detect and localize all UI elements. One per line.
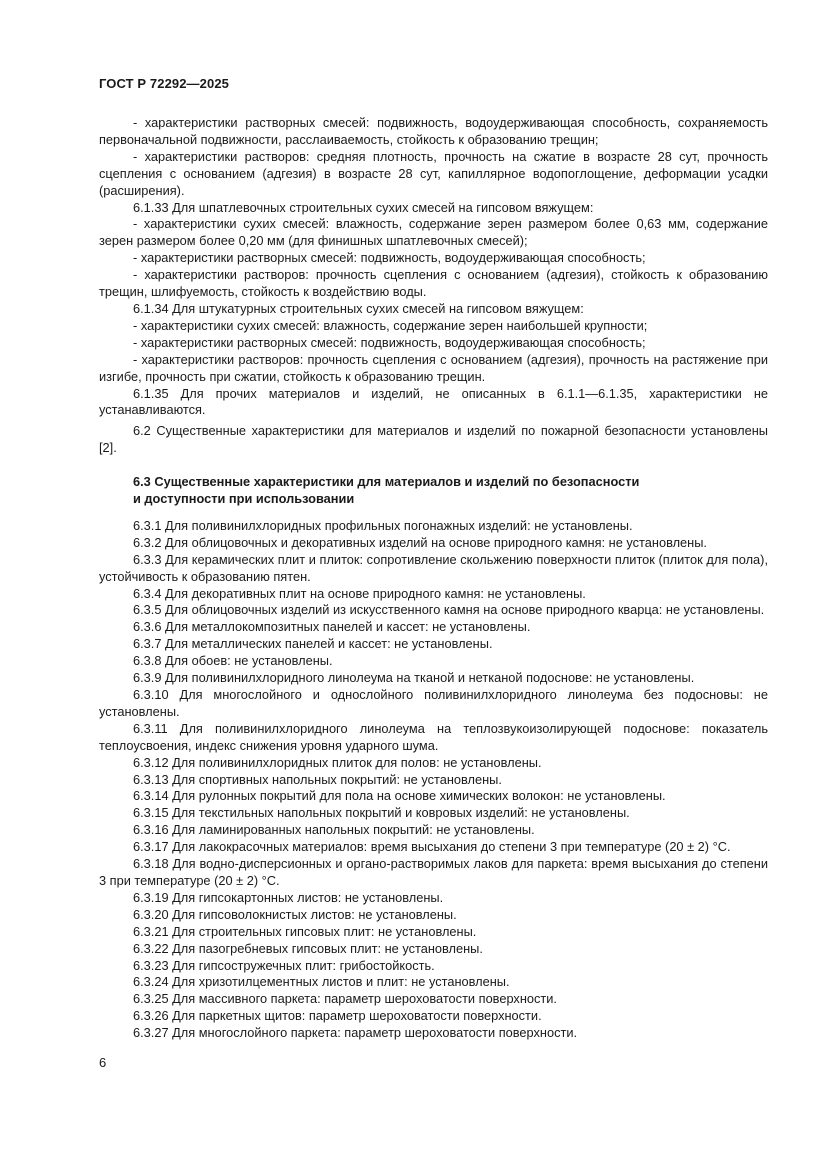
paragraph: 6.3.27 Для многослойного паркета: параметр шероховатости поверхности. — [133, 1025, 578, 1041]
paragraph: - характеристики растворных смесей: подвижность, водоудерживающая способность; — [133, 334, 646, 350]
paragraph: 6.3.10 Для многослойного и однослойного поливинилхлоридного линолеума без подосновы: не установлены. — [99, 687, 768, 719]
paragraph: 6.3.2 Для облицовочных и декоративных изделий на основе природного камня: не установлены. — [133, 534, 707, 550]
paragraphs-after-section — [99, 518, 768, 1042]
paragraph: - характеристики растворов: средняя плотность, прочность на сжатие в возрасте 28 сут, прочность сцепления с основанием (адгезия) в возрасте 28 сут, капиллярное водопоглощение, деформации усадки (расширения). — [99, 148, 768, 198]
paragraph: 6.3.9 Для поливинилхлоридного линолеума на тканой и нетканой подоснове: не установлены. — [133, 670, 695, 686]
paragraph: 6.3.1 Для поливинилхлоридных профильных погонажных изделий: не установлены. — [133, 517, 633, 533]
paragraph: 6.3.17 Для лакокрасочных материалов: время высыхания до степени 3 при температуре (20 ± 2) °С. — [133, 839, 731, 855]
paragraph: 6.3.20 Для гипсоволокнистых листов: не установлены. — [133, 906, 457, 922]
paragraph: 6.3.14 Для рулонных покрытий для пола на основе химических волокон: не установлены. — [133, 788, 666, 804]
paragraph: 6.3.8 Для обоев: не установлены. — [133, 653, 333, 669]
paragraph: 6.3.21 Для строительных гипсовых плит: не установлены. — [133, 923, 477, 939]
paragraph: 6.3.11 Для поливинилхлоридного линолеума на теплозвукоизолирующей подоснове: показатель теплоусвоения, индекс снижения уровня ударного шума. — [99, 720, 768, 753]
paragraph: 6.1.35 Для прочих материалов и изделий, не описанных в 6.1.1—6.1.35, характеристики не устанавливаются. — [99, 385, 768, 418]
paragraphs-before-section — [99, 115, 768, 457]
section-spacer — [99, 508, 768, 518]
section-heading — [99, 474, 768, 508]
paragraph: 6.3.3 Для керамических плит и плиток: сопротивление скольжению поверхности плиток (плиток для пола), устойчивость к образованию пятен. — [99, 551, 768, 584]
paragraph: 6.3.19 Для гипсокартонных листов: не установлены. — [133, 889, 444, 905]
paragraph: - характеристики растворных смесей: подвижность, водоудерживающая способность; — [133, 250, 646, 266]
paragraph: - характеристики растворов: прочность сцепления с основанием (адгезия), прочность на растяжение при изгибе, прочность при сжатии, стойкость к образованию трещин. — [99, 351, 768, 384]
paragraph: 6.3.25 Для массивного паркета: параметр шероховатости поверхности. — [133, 991, 557, 1007]
paragraph: - характеристики растворных смесей: подвижность, водоудерживающая способность, сохраняемость первоначальной подвижности, расслаиваемость, стойкость к образованию трещин; — [99, 115, 768, 147]
paragraph: 6.3.26 Для паркетных щитов: параметр шероховатости поверхности. — [133, 1008, 542, 1024]
paragraph: - характеристики сухих смесей: влажность, содержание зерен размером более 0,63 мм, содержание зерен размером более 0,20 мм (для финишных шпатлевочных смесей); — [99, 216, 768, 249]
paragraph: 6.2 Существенные характеристики для материалов и изделий по пожарной безопасности установлены [2]. — [99, 423, 768, 456]
section-heading-line-1: 6.3 Существенные характеристики для материалов и изделий по безопасности — [133, 474, 640, 490]
page-body — [99, 115, 768, 1042]
page-number: 6 — [99, 1055, 107, 1070]
paragraph: 6.3.7 Для металлических панелей и кассет: не установлены. — [133, 636, 493, 652]
section-heading-line-2: и доступности при использовании — [133, 491, 355, 507]
document-code-header: ГОСТ Р 72292—2025 — [99, 76, 229, 91]
paragraph: 6.3.4 Для декоративных плит на основе природного камня: не установлены. — [133, 585, 586, 601]
paragraph: 6.3.5 Для облицовочных изделий из искусственного камня на основе природного кварца: не установлены. — [133, 602, 765, 618]
paragraph: - характеристики сухих смесей: влажность, содержание зерен наибольшей крупности; — [133, 317, 648, 333]
paragraph: 6.1.34 Для штукатурных строительных сухих смесей на гипсовом вяжущем: — [133, 300, 584, 316]
paragraph: 6.3.18 Для водно-дисперсионных и органо-растворимых лаков для паркета: время высыхания до степени 3 при температуре (20 ± 2) °С. — [99, 856, 768, 888]
paragraph: 6.3.13 Для спортивных напольных покрытий: не установлены. — [133, 771, 502, 787]
paragraph: 6.3.6 Для металлокомпозитных панелей и кассет: не установлены. — [133, 619, 531, 635]
paragraph: 6.1.33 Для шпатлевочных строительных сухих смесей на гипсовом вяжущем: — [133, 199, 594, 215]
paragraph: 6.3.24 Для хризотилцементных листов и плит: не установлены. — [133, 974, 510, 990]
paragraph: 6.3.16 Для ламинированных напольных покрытий: не установлены. — [133, 822, 535, 838]
paragraph: 6.3.15 Для текстильных напольных покрытий и ковровых изделий: не установлены. — [133, 805, 630, 821]
paragraph: - характеристики растворов: прочность сцепления с основанием (адгезия), стойкость к образованию трещин, шлифуемость, стойкость к воздействию воды. — [99, 267, 768, 300]
paragraph: 6.3.12 Для поливинилхлоридных плиток для полов: не установлены. — [133, 754, 542, 770]
paragraph: 6.3.23 Для гипсостружечных плит: грибостойкость. — [133, 957, 435, 973]
paragraph: 6.3.22 Для пазогребневых гипсовых плит: не установлены. — [133, 940, 483, 956]
